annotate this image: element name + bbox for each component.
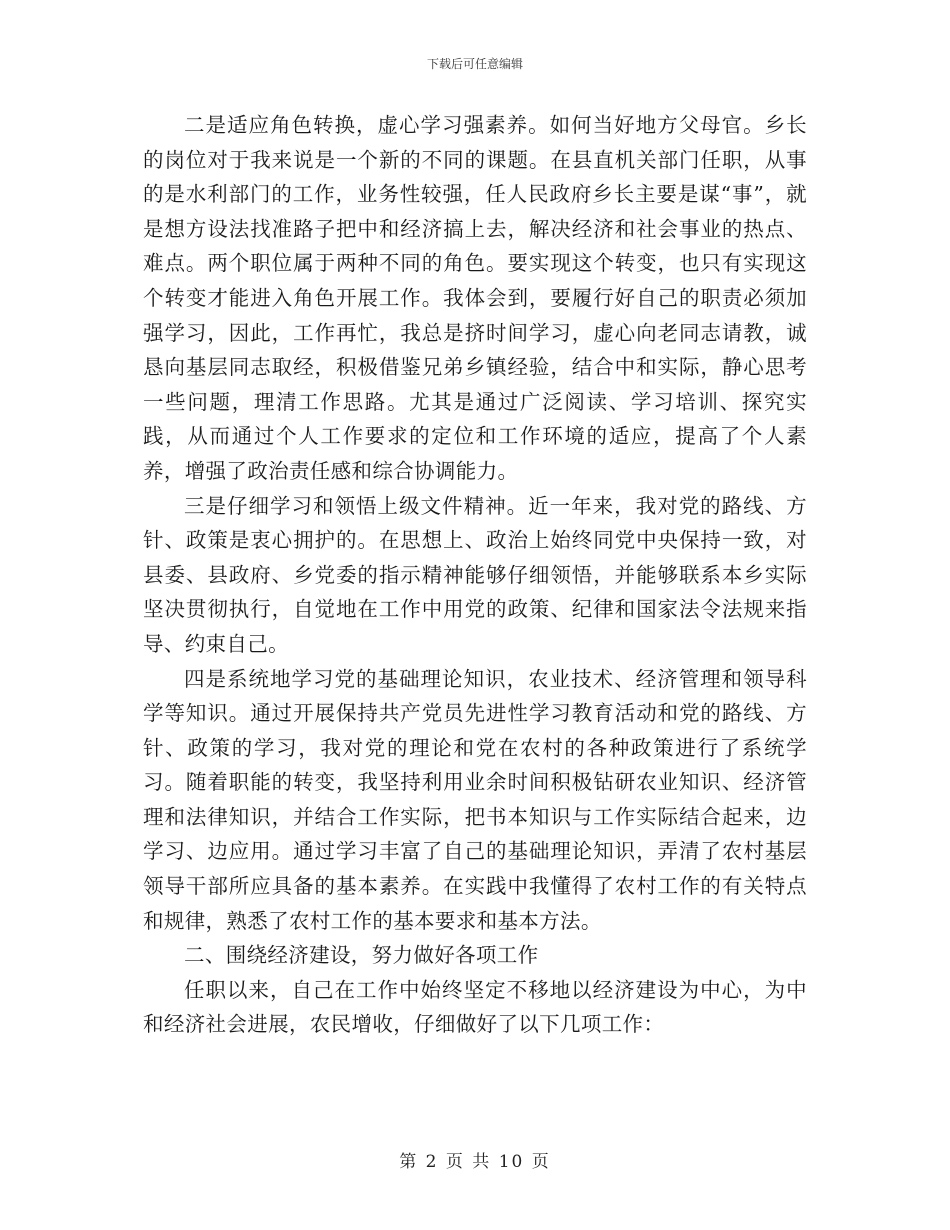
document-body	[143, 108, 807, 1042]
paragraph-study-documents: 三是仔细学习和领悟上级文件精神。近一年来，我对党的路线、方针、政策是衷心拥护的。在思想上、政治上始终同党中央保持一致，对县委、县政府、乡党委的指示精神能够仔细领悟，并能够联系本乡实际坚决贯彻执行，自觉地在工作中用党的政策、纪律和国家法令法规来指导、约束自己。	[143, 493, 807, 656]
paragraph-theory-knowledge: 四是系统地学习党的基础理论知识，农业技术、经济管理和领导科学等知识。通过开展保持共产党员先进性学习教育活动和党的路线、方针、政策的学习，我对党的理论和党在农村的各种政策进行了系统学习。随着职能的转变，我坚持利用业余时间积极钻研农业知识、经济管理和法律知识，并结合工作实际，把书本知识与工作实际结合起来，边学习、边应用。通过学习丰富了自己的基础理论知识，弄清了农村基层领导干部所应具备的基本素养。在实践中我懂得了农村工作的有关特点和规律，熟悉了农村工作的基本要求和基本方法。	[143, 666, 807, 933]
paragraph-role-transition: 二是适应角色转换，虚心学习强素养。如何当好地方父母官。乡长的岗位对于我来说是一个新的不同的课题。在县直机关部门任职，从事的是水利部门的工作，业务性较强，任人民政府乡长主要是谋“事”，就是想方设法找准路子把中和经济搞上去，解决经济和社会事业的热点、难点。两个职位属于两种不同的角色。要实现这个转变，也只有实现这个转变才能进入角色开展工作。我体会到，要履行好自己的职责必须加强学习，因此，工作再忙，我总是挤时间学习，虚心向老同志请教，诚恳向基层同志取经，积极借鉴兄弟乡镇经验，结合中和实际，静心思考一些问题，理清工作思路。尤其是通过广泛阅读、学习培训、探究实践，从而通过个人工作要求的定位和工作环境的适应，提高了个人素养，增强了政治责任感和综合协调能力。	[143, 113, 807, 483]
section-heading: 二、围绕经济建设，努力做好各项工作	[184, 943, 539, 968]
page-header: 下载后可任意编辑	[426, 57, 523, 71]
page-number-footer: 第 2 页 共 10 页	[399, 1152, 551, 1172]
paragraph-economic-work: 任职以来，自己在工作中始终坚定不移地以经济建设为中心，为中和经济社会进展，农民增收，仔细做好了以下几项工作：	[143, 977, 807, 1037]
